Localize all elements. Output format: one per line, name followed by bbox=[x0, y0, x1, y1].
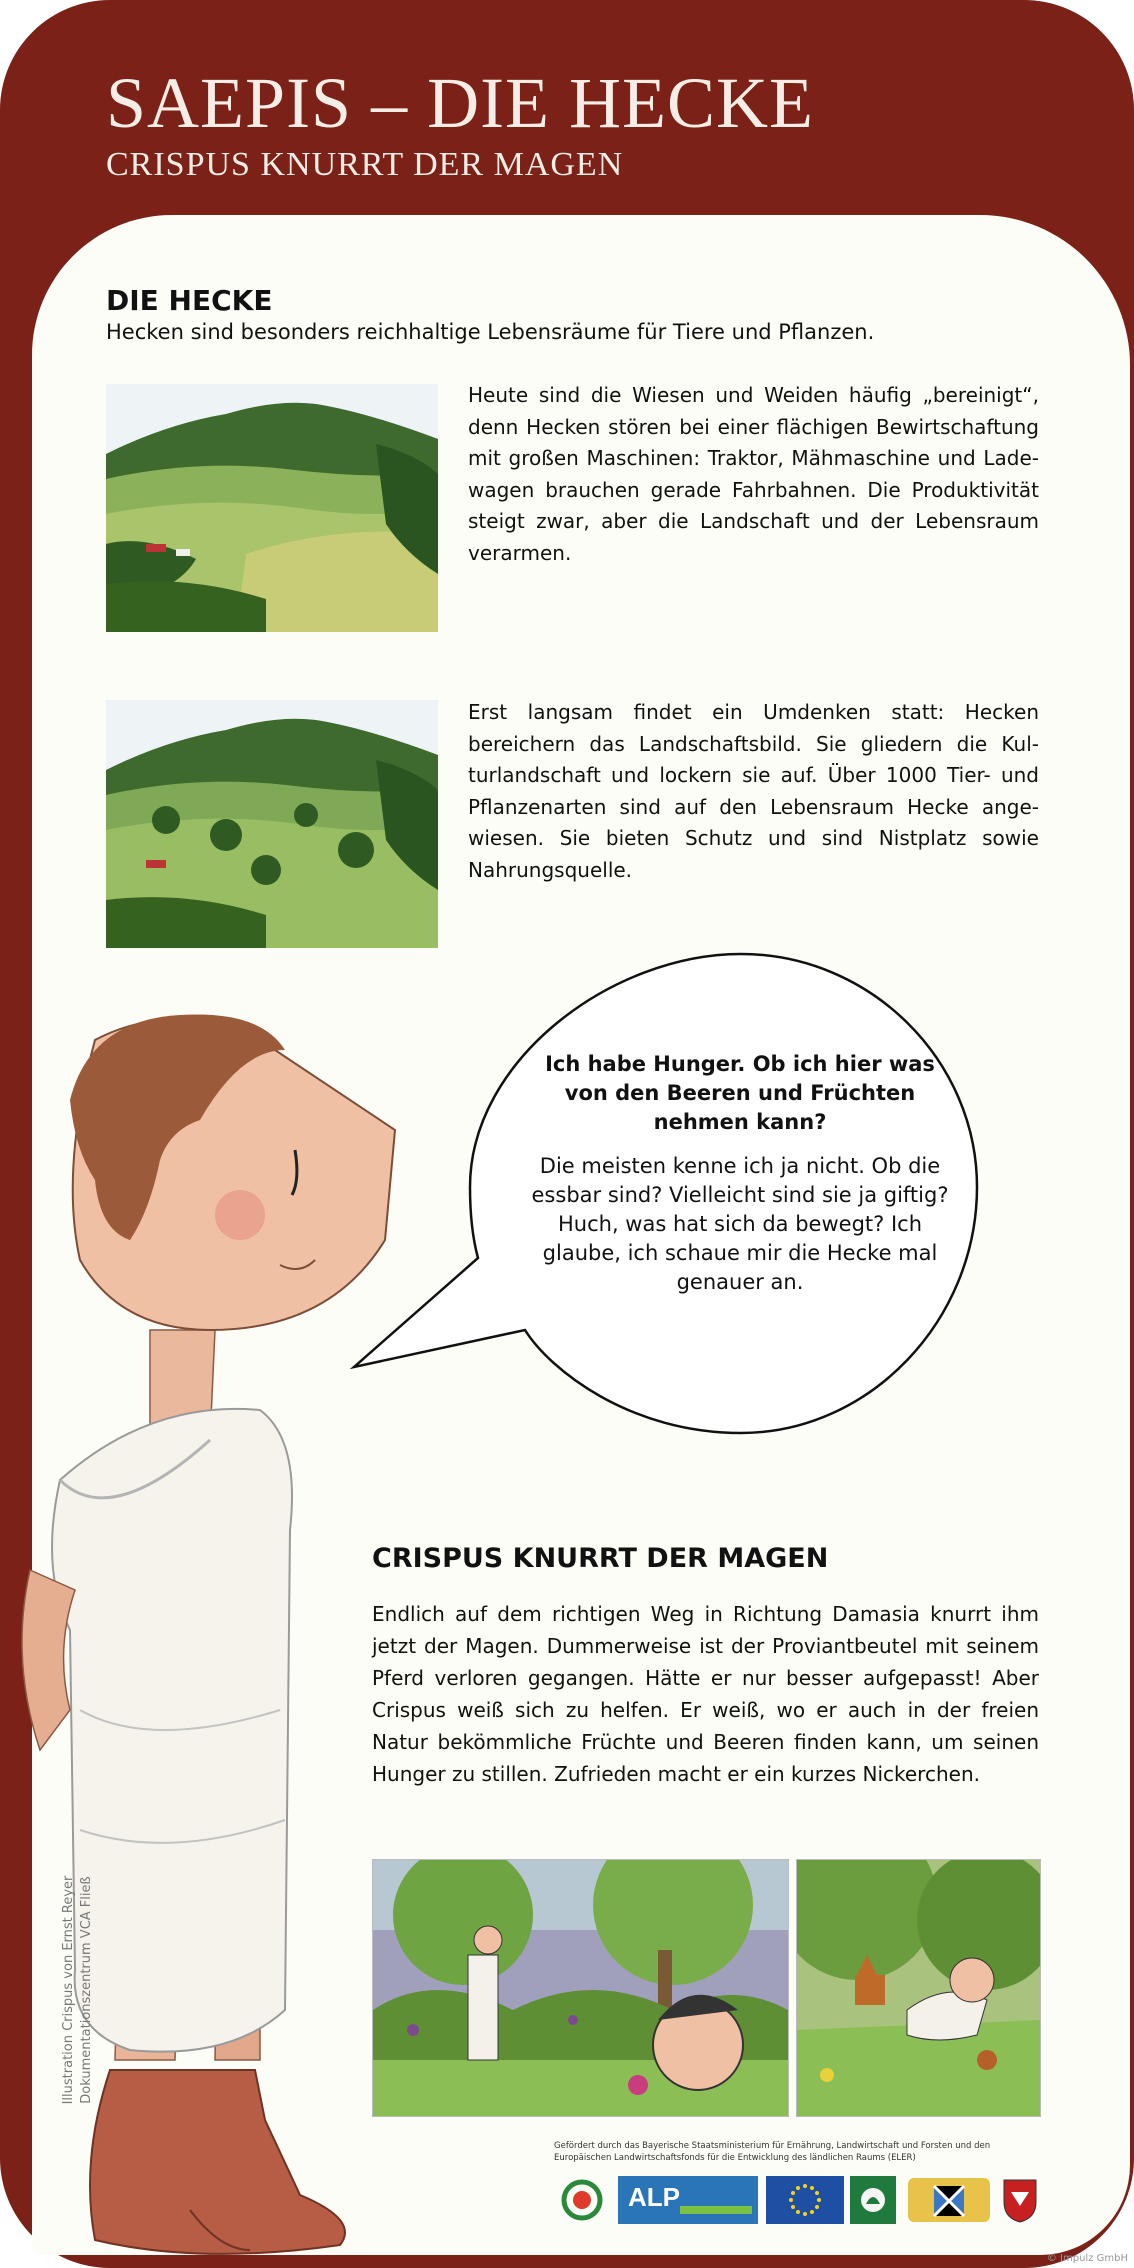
page-subtitle: CRISPUS KNURRT DER MAGEN bbox=[106, 146, 624, 183]
alp-logo-text: ALP bbox=[628, 2182, 680, 2212]
paragraph-hecke-1: Heute sind die Wiesen und Weiden häufig „bereinigt“, denn Hecken stören bei einer flächigen Bewirtschaftung mit großen Maschinen: Traktor, Mähmaschine und Lade-wagen brauchen gerade Fahrbahnen. Die Produktivität steigt zwar, aber die Landschaft und der Lebensraum verarmen. bbox=[468, 383, 1039, 565]
municipal-crest-logo bbox=[1002, 2176, 1038, 2224]
speech-bubble-text: Die meisten kenne ich ja nicht. Ob die essbar sind? Vielleicht sind sie ja giftig? Huch, was hat sich da bewegt? Ich glaube, ich schaue mir die Hecke mal genauer an. bbox=[531, 1154, 949, 1294]
copyright-note: © Impulz GmbH bbox=[1046, 2253, 1128, 2264]
section-lead: Hecken sind besonders reichhaltige Lebensräume für Tiere und Pflanzen. bbox=[106, 320, 875, 344]
bavarian-coat-of-arms-logo bbox=[904, 2176, 994, 2224]
alp-logo bbox=[618, 2176, 758, 2224]
auerbergland-logo bbox=[552, 2176, 612, 2224]
paragraph-hecke-2: Erst langsam findet ein Umdenken statt: Hecken bereichern das Landschaftsbild. Sie gliedern die Kul-turlandschaft und lockern sie auf. Über 1000 Tier- und Pflanzenarten sind auf den Lebensraum Hecke ange-wiesen. Sie bieten Schutz und sind Nistplatz sowie Nahrungsquelle. bbox=[468, 700, 1039, 882]
leader-logo bbox=[850, 2176, 896, 2224]
comic-panel-eating-berries bbox=[372, 1859, 789, 2117]
crispus-story-text: Endlich auf dem richtigen Weg in Richtung Damasia knurrt ihm jetzt der Magen. Dummerweise ist der Proviantbeutel mit seinem Pferd verloren gegangen. Hätte er nur besser aufgepasst! Aber Crispus weiß sich zu helfen. Er weiß, wo er auch in der freien Natur bekömmliche Früchte und Beeren finden kann, um seinen Hunger zu stillen. Zufrieden macht er ein kurzes Nickerchen. bbox=[372, 1602, 1039, 1786]
section-heading-hecke: DIE HECKE bbox=[106, 284, 273, 317]
eu-flag-logo bbox=[766, 2176, 844, 2224]
page-title: SAEPIS – DIE HECKE bbox=[106, 63, 815, 143]
landscape-photo-1 bbox=[106, 384, 438, 632]
illustration-credit bbox=[60, 1870, 360, 2110]
credit-line-1: Illustration Crispus von Ernst Reyer bbox=[61, 1875, 76, 2105]
section-heading-crispus: CRISPUS KNURRT DER MAGEN bbox=[372, 1543, 829, 1574]
funding-notice: Gefördert durch das Bayerische Staatsministerium für Ernährung, Landwirtschaft und Forsten und den Europäischen Landwirtschaftsfonds für die Entwicklung des ländlichen Raums (ELER) bbox=[554, 2141, 991, 2163]
landscape-photo-2 bbox=[106, 700, 438, 948]
speech-bubble-question: Ich habe Hunger. Ob ich hier was von den Beeren und Früchten nehmen kann? bbox=[545, 1052, 935, 1134]
credit-line-2: Dokumentationszentrum VCA Fließ bbox=[79, 1876, 94, 2104]
comic-panel-nap bbox=[796, 1859, 1041, 2117]
sponsor-logos bbox=[552, 2176, 1042, 2224]
